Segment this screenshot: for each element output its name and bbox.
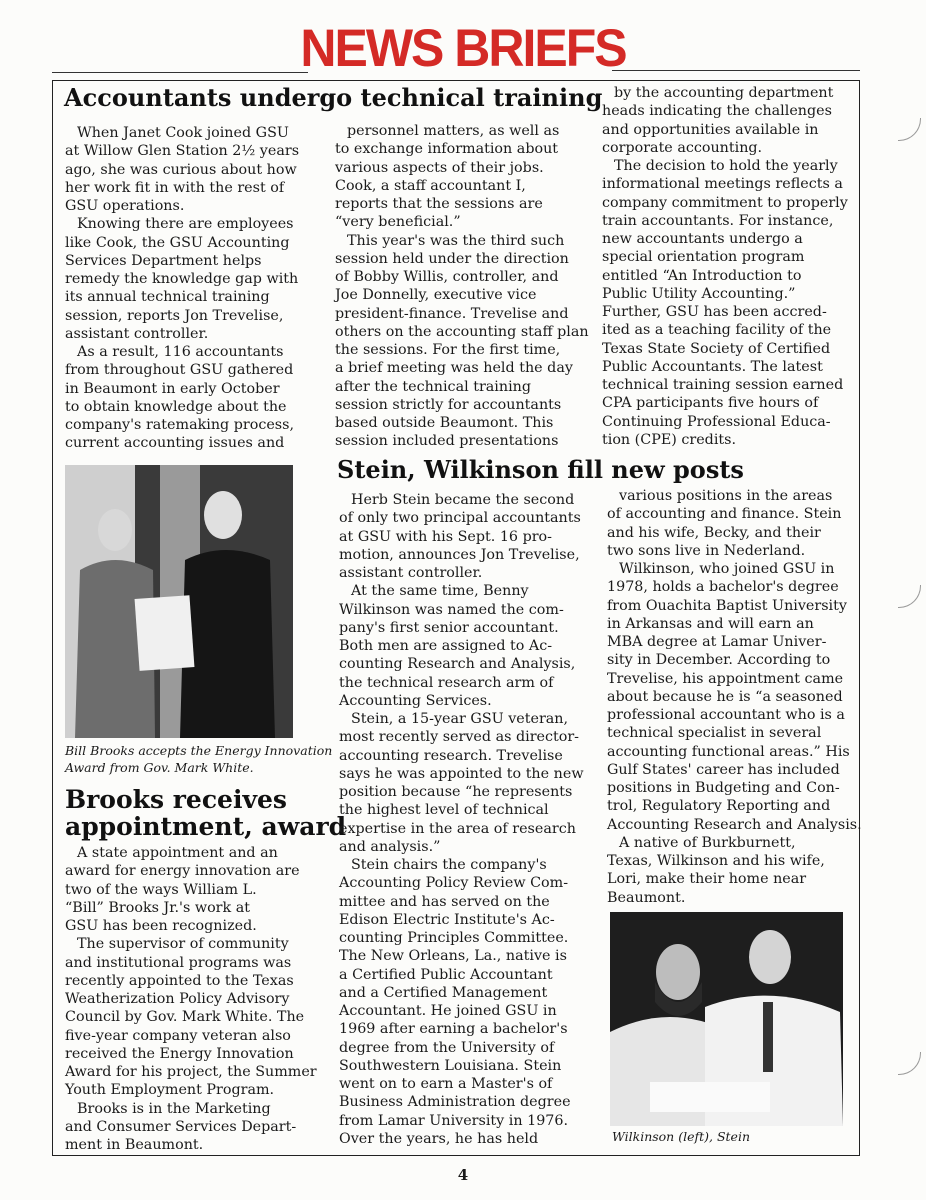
text-line: corporate accounting. bbox=[602, 139, 763, 156]
text-line: the technical research arm of bbox=[339, 674, 554, 691]
text-line: Council by Gov. Mark White. The bbox=[65, 1009, 305, 1026]
text-line: Over the years, he has held bbox=[339, 1130, 539, 1147]
text-line: counting Research and Analysis, bbox=[339, 656, 576, 673]
text-line: and analysis.” bbox=[339, 838, 441, 855]
paragraph bbox=[339, 582, 584, 710]
text-line: Gulf States' career has included bbox=[607, 761, 840, 778]
text-line: its annual technical training bbox=[65, 289, 270, 306]
article-headline: Accountants undergo technical training bbox=[64, 83, 603, 112]
text-line: Texas State Society of Certified bbox=[602, 340, 831, 357]
text-line: about because he is “a seasoned bbox=[607, 688, 843, 705]
text-line: at GSU with his Sept. 16 pro- bbox=[339, 528, 552, 545]
text-line: to obtain knowledge about the bbox=[65, 398, 287, 415]
photo-brooks-award bbox=[65, 465, 293, 738]
paragraph bbox=[602, 84, 848, 157]
text-line: Stein, a 15-year GSU veteran, bbox=[351, 711, 569, 727]
text-line: mittee and has served on the bbox=[339, 893, 550, 910]
paragraph bbox=[339, 710, 584, 856]
text-line: Business Administration degree bbox=[339, 1094, 571, 1111]
text-line: the sessions. For the first time, bbox=[335, 342, 561, 358]
text-line: of accounting and finance. Stein bbox=[607, 506, 842, 523]
text-line: by the accounting department bbox=[614, 85, 834, 101]
text-line: ago, she was curious about how bbox=[65, 161, 297, 178]
text-line: special orientation program bbox=[602, 249, 805, 266]
text-line: MBA degree at Lamar Univer- bbox=[607, 634, 827, 650]
text-line: degree from the University of bbox=[339, 1039, 555, 1056]
text-line: new accountants undergo a bbox=[602, 231, 803, 247]
text-line: CPA participants five hours of bbox=[602, 395, 819, 412]
text-line: Texas, Wilkinson and his wife, bbox=[607, 853, 825, 869]
text-line: Beaumont. bbox=[607, 889, 686, 906]
text-line: Accountant. He joined GSU in bbox=[339, 1003, 557, 1019]
text-line: personnel matters, as well as bbox=[347, 123, 560, 139]
text-line: from Lamar University in 1976. bbox=[339, 1112, 569, 1129]
text-line: award for energy innovation are bbox=[65, 863, 300, 880]
text-line: informational meetings reflects a bbox=[602, 176, 843, 193]
photo-wilkinson-stein bbox=[610, 912, 843, 1126]
text-line: of Bobby Willis, controller, and bbox=[335, 269, 559, 285]
paragraph bbox=[65, 124, 299, 215]
paragraph bbox=[339, 856, 584, 1148]
text-line: counting Principles Committee. bbox=[339, 930, 569, 946]
text-line: a Certified Public Accountant bbox=[339, 966, 553, 983]
text-line: remedy the knowledge gap with bbox=[65, 271, 299, 287]
photo-wilkinson-stein-image bbox=[610, 912, 843, 1126]
article1-col3 bbox=[602, 84, 848, 449]
text-line: others on the accounting staff plan bbox=[335, 323, 589, 340]
text-line: and his wife, Becky, and their bbox=[607, 524, 821, 541]
binder-hole-icon bbox=[898, 585, 921, 608]
text-line: various aspects of their jobs. bbox=[335, 159, 544, 176]
paragraph bbox=[335, 232, 589, 451]
text-line: at Willow Glen Station 2½ years bbox=[65, 143, 300, 160]
text-line: Accounting Services. bbox=[339, 692, 492, 709]
text-line: says he was appointed to the new bbox=[339, 765, 584, 782]
text-line: “Bill” Brooks Jr.'s work at bbox=[65, 899, 250, 916]
text-line: Joe Donnelly, executive vice bbox=[335, 287, 537, 304]
text-line: and opportunities available in bbox=[602, 121, 819, 138]
text-line: from throughout GSU gathered bbox=[65, 362, 294, 379]
article-headline: Stein, Wilkinson fill new posts bbox=[337, 455, 744, 484]
text-line: Public Accountants. The latest bbox=[602, 358, 823, 375]
text-line: current accounting issues and bbox=[65, 435, 285, 452]
text-line: GSU has been recognized. bbox=[65, 918, 257, 934]
text-line: This year's was the third such bbox=[347, 232, 565, 249]
text-line: trol, Regulatory Reporting and bbox=[607, 798, 831, 815]
text-line: Youth Employment Program. bbox=[65, 1082, 275, 1099]
text-line: company's ratemaking process, bbox=[65, 417, 295, 433]
text-line: to exchange information about bbox=[335, 141, 559, 158]
paragraph bbox=[65, 343, 299, 453]
text-line: sity in December. According to bbox=[607, 652, 831, 669]
text-line: Wilkinson was named the com- bbox=[339, 601, 564, 618]
paragraph bbox=[65, 1100, 317, 1155]
text-line: recently appointed to the Texas bbox=[65, 972, 294, 989]
text-line: like Cook, the GSU Accounting bbox=[65, 234, 290, 251]
text-line: expertise in the area of research bbox=[339, 820, 576, 837]
text-line: session strictly for accountants bbox=[335, 396, 562, 413]
text-line: ited as a teaching facility of the bbox=[602, 322, 832, 339]
text-line: position because “he represents bbox=[339, 784, 573, 800]
paragraph bbox=[335, 122, 589, 232]
article-headline bbox=[65, 786, 346, 840]
text-line: Brooks is in the Marketing bbox=[77, 1100, 271, 1117]
text-line: a brief meeting was held the day bbox=[335, 360, 573, 377]
text-line: At the same time, Benny bbox=[351, 583, 529, 600]
photo2-caption: Wilkinson (left), Stein bbox=[612, 1129, 750, 1144]
article1-col1 bbox=[65, 124, 299, 453]
text-line: her work fit in with the rest of bbox=[65, 179, 285, 196]
text-line: technical training session earned bbox=[602, 377, 844, 393]
text-line: motion, announces Jon Trevelise, bbox=[339, 546, 580, 563]
text-line: Award from Gov. Mark White. bbox=[65, 760, 254, 775]
text-line: Weatherization Policy Advisory bbox=[65, 991, 290, 1007]
text-line: in Beaumont in early October bbox=[65, 380, 280, 397]
paragraph bbox=[339, 491, 584, 582]
text-line: Both men are assigned to Ac- bbox=[339, 638, 553, 654]
text-line: Award for his project, the Summer bbox=[65, 1064, 317, 1080]
text-line: most recently served as director- bbox=[339, 729, 580, 746]
text-line: session included presentations bbox=[335, 433, 559, 450]
text-line: technical specialist in several bbox=[607, 725, 822, 742]
text-line: Herb Stein became the second bbox=[351, 492, 575, 508]
text-line: five-year company veteran also bbox=[65, 1027, 291, 1044]
text-line: and a Certified Management bbox=[339, 984, 548, 1001]
text-line: Lori, make their home near bbox=[607, 871, 807, 888]
text-line: reports that the sessions are bbox=[335, 196, 543, 212]
text-line: assistant controller. bbox=[65, 325, 209, 342]
text-line: entitled “An Introduction to bbox=[602, 267, 802, 284]
paragraph bbox=[607, 487, 862, 560]
text-line: session, reports Jon Trevelise, bbox=[65, 307, 284, 324]
text-line: two of the ways William L. bbox=[65, 881, 257, 898]
text-line: Further, GSU has been accred- bbox=[602, 304, 827, 320]
text-line: Cook, a staff accountant I, bbox=[335, 177, 526, 194]
text-line: assistant controller. bbox=[339, 565, 483, 581]
text-line: in Arkansas and will earn an bbox=[607, 615, 814, 632]
text-line: accounting functional areas.” His bbox=[607, 743, 850, 760]
text-line: heads indicating the challenges bbox=[602, 103, 832, 120]
paragraph bbox=[65, 844, 317, 935]
masthead-title: NEWS BRIEFS bbox=[300, 18, 626, 78]
article3-col2 bbox=[339, 491, 584, 1148]
page-number: 4 bbox=[457, 1166, 469, 1184]
text-line: Brooks receives bbox=[65, 785, 287, 814]
paragraph bbox=[607, 834, 862, 907]
text-line: company commitment to properly bbox=[602, 194, 848, 211]
text-line: Public Utility Accounting.” bbox=[602, 285, 796, 302]
text-line: Wilkinson, who joined GSU in bbox=[619, 561, 835, 577]
text-line: after the technical training bbox=[335, 378, 532, 395]
paragraph bbox=[607, 560, 862, 834]
text-line: Continuing Professional Educa- bbox=[602, 413, 831, 430]
text-line: and Consumer Services Depart- bbox=[65, 1118, 297, 1135]
text-line: appointment, award bbox=[65, 812, 347, 841]
text-line: The New Orleans, La., native is bbox=[339, 948, 567, 965]
text-line: The supervisor of community bbox=[77, 936, 289, 953]
text-line: president-finance. Trevelise and bbox=[335, 305, 569, 322]
text-line: “very beneficial.” bbox=[335, 214, 461, 231]
text-line: of only two principal accountants bbox=[339, 510, 581, 527]
text-line: A state appointment and an bbox=[77, 845, 278, 861]
text-line: received the Energy Innovation bbox=[65, 1045, 294, 1062]
text-line: the highest level of technical bbox=[339, 802, 549, 819]
text-line: Knowing there are employees bbox=[77, 216, 294, 233]
text-line: session held under the direction bbox=[335, 250, 569, 267]
text-line: from Ouachita Baptist University bbox=[607, 597, 847, 614]
paragraph bbox=[602, 157, 848, 449]
text-line: various positions in the areas bbox=[619, 488, 833, 504]
text-line: pany's first senior accountant. bbox=[339, 619, 559, 636]
text-line: tion (CPE) credits. bbox=[602, 431, 737, 448]
text-line: based outside Beaumont. This bbox=[335, 415, 554, 431]
text-line: Accounting Research and Analysis. bbox=[607, 816, 862, 833]
article1-col2 bbox=[335, 122, 589, 451]
text-line: As a result, 116 accountants bbox=[77, 344, 284, 360]
paragraph bbox=[65, 215, 299, 343]
text-line: 1978, holds a bachelor's degree bbox=[607, 579, 839, 596]
text-line: Accounting Policy Review Com- bbox=[339, 875, 569, 892]
text-line: train accountants. For instance, bbox=[602, 212, 834, 229]
article3-col3 bbox=[607, 487, 862, 907]
binder-hole-icon bbox=[898, 1052, 921, 1075]
text-line: Bill Brooks accepts the Energy Innovation bbox=[65, 743, 333, 758]
text-line: two sons live in Nederland. bbox=[607, 542, 806, 559]
text-line: accounting research. Trevelise bbox=[339, 747, 563, 764]
text-line: and institutional programs was bbox=[65, 954, 292, 971]
text-line: Services Department helps bbox=[65, 252, 262, 269]
text-line: Trevelise, his appointment came bbox=[607, 670, 844, 687]
text-line: A native of Burkburnett, bbox=[619, 834, 796, 851]
text-line: ment in Beaumont. bbox=[65, 1137, 204, 1153]
text-line: GSU operations. bbox=[65, 198, 185, 214]
text-line: The decision to hold the yearly bbox=[614, 158, 838, 174]
paragraph bbox=[65, 935, 317, 1099]
text-line: went on to earn a Master's of bbox=[339, 1076, 553, 1092]
text-line: When Janet Cook joined GSU bbox=[77, 125, 289, 141]
text-line: Edison Electric Institute's Ac- bbox=[339, 911, 555, 928]
text-line: Southwestern Louisiana. Stein bbox=[339, 1057, 562, 1074]
photo-brooks-image bbox=[65, 465, 293, 738]
text-line: 1969 after earning a bachelor's bbox=[339, 1021, 568, 1038]
text-line: Stein chairs the company's bbox=[351, 857, 547, 873]
text-line: positions in Budgeting and Con- bbox=[607, 780, 840, 796]
text-line: professional accountant who is a bbox=[607, 707, 845, 723]
binder-hole-icon bbox=[898, 118, 921, 141]
article2-body bbox=[65, 844, 317, 1154]
photo1-caption bbox=[65, 742, 332, 776]
